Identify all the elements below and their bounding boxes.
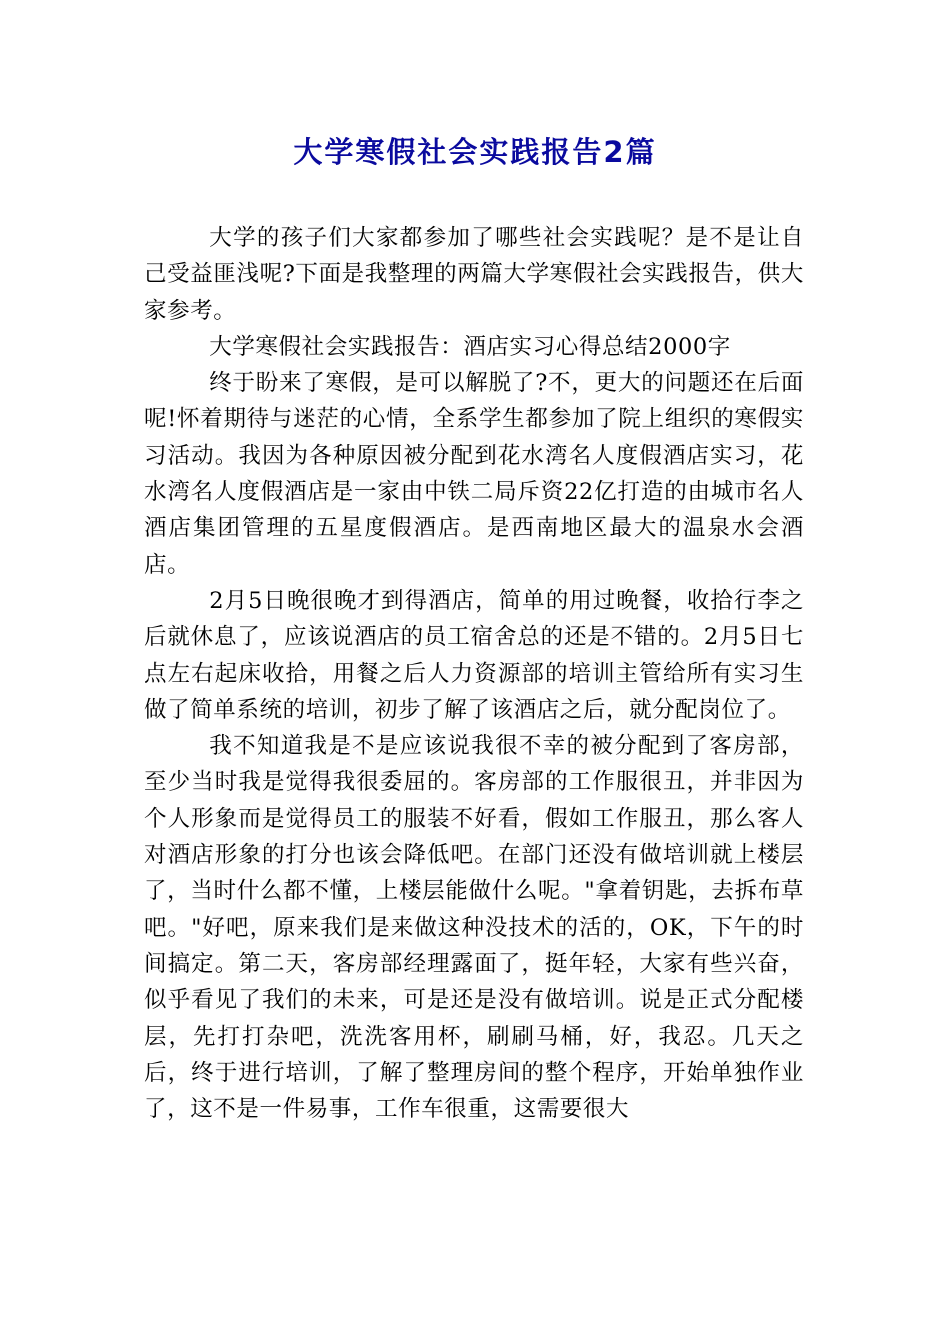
paragraph-report-heading: 大学寒假社会实践报告：酒店实习心得总结2000字 <box>209 333 731 360</box>
document-body <box>144 220 804 1127</box>
paragraph-housekeeping: 我不知道我是不是应该说我很不幸的被分配到了客房部，至少当时我是觉得我很委屈的。客房部的工作服很丑，并非因为个人形象而是觉得员工的服装不好看，假如工作服丑，那么客人对酒店形象的打分也该会降低吧。在部门还没有做培训就上楼层了，当时什么都不懂，上楼层能做什么呢。"拿着钥匙，去拆布草吧。"好吧，原来我们是来做这种没技术的活的，OK，下午的时间搞定。第二天，客房部经理露面了，挺年轻，大家有些兴奋，似乎看见了我们的未来，可是还是没有做培训。说是正式分配楼层，先打打杂吧，洗洗客用杯，刷刷马桶，好，我忍。几天之后，终于进行培训，了解了整理房间的整个程序，开始单独作业了，这不是一件易事，工作车很重，这需要很大 <box>144 733 804 1123</box>
paragraph-arrival: 2月5日晚很晚才到得酒店，简单的用过晚餐，收拾行李之后就休息了，应该说酒店的员工宿舍总的还是不错的。2月5日七点左右起床收拾，用餐之后人力资源部的培训主管给所有实习生做了简单系统的培训，初步了解了该酒店之后，就分配岗位了。 <box>144 587 804 723</box>
paragraph-intro: 大学的孩子们大家都参加了哪些社会实践呢？是不是让自己受益匪浅呢?下面是我整理的两篇大学寒假社会实践报告，供大家参考。 <box>144 225 804 324</box>
paragraph-winter-break: 终于盼来了寒假，是可以解脱了?不，更大的问题还在后面呢!怀着期待与迷茫的心情，全系学生都参加了院上组织的寒假实习活动。我因为各种原因被分配到花水湾名人度假酒店实习，花水湾名人度假酒店是一家由中铁二局斥资22亿打造的由城市名人酒店集团管理的五星度假酒店。是西南地区最大的温泉水会酒店。 <box>144 370 804 578</box>
document-title: 大学寒假社会实践报告2篇 <box>293 135 657 169</box>
